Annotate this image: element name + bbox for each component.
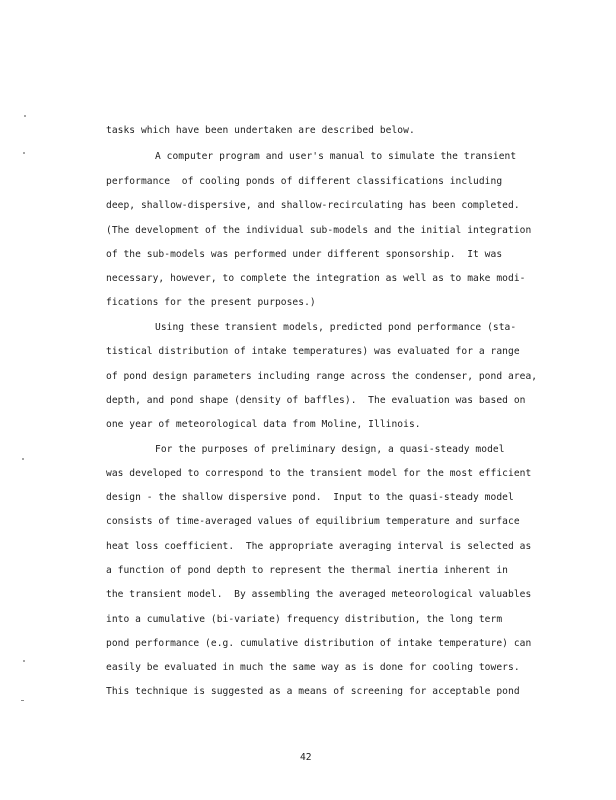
text-line-4: deep, shallow-dispersive, and shallow-recirculating has been completed. [106,200,520,211]
text-line-19: a function of pond depth to represent the thermal inertia inherent in [106,565,508,576]
text-line-18: heat loss coefficient. The appropriate averaging interval is selected as [106,541,532,552]
scan-speck [21,700,24,701]
text-line-11: of pond design parameters including range across the condenser, pond area, [106,371,538,382]
text-line-22: pond performance (e.g. cumulative distribution of intake temperature) can [106,638,532,649]
text-line-15: was developed to correspond to the transient model for the most efficient [106,468,532,479]
page-number: 42 [300,752,312,763]
text-line-17: consists of time-averaged values of equilibrium temperature and surface [106,516,520,527]
scan-speck [23,152,25,154]
text-line-5: (The development of the individual sub-models and the initial integration [106,225,532,236]
scan-speck [22,458,24,460]
text-line-1: tasks which have been undertaken are described below. [106,125,415,136]
text-line-23: easily be evaluated in much the same way as is done for cooling towers. [106,662,520,673]
text-line-8: fications for the present purposes.) [106,297,316,308]
text-line-24: This technique is suggested as a means of screening for acceptable pond [106,686,520,697]
text-line-16: design - the shallow dispersive pond. Input to the quasi-steady model [106,492,514,503]
text-line-14: For the purposes of preliminary design, a quasi-steady model [155,444,505,455]
text-line-9: Using these transient models, predicted pond performance (sta- [155,322,517,333]
text-line-3: performance of cooling ponds of different classifications including [106,176,503,187]
text-line-10: tistical distribution of intake temperatures) was evaluated for a range [106,346,520,357]
text-line-7: necessary, however, to complete the integration as well as to make modi- [106,273,526,284]
scan-speck [24,115,26,117]
text-line-6: of the sub-models was performed under different sponsorship. It was [106,249,503,260]
text-line-12: depth, and pond shape (density of baffles). The evaluation was based on [106,395,526,406]
text-line-13: one year of meteorological data from Moline, Illinois. [106,419,421,430]
text-line-21: into a cumulative (bi-variate) frequency distribution, the long term [106,614,503,625]
text-line-2: A computer program and user's manual to simulate the transient [155,151,517,162]
text-line-20: the transient model. By assembling the averaged meteorological valuables [106,589,532,600]
scan-speck [23,660,25,662]
